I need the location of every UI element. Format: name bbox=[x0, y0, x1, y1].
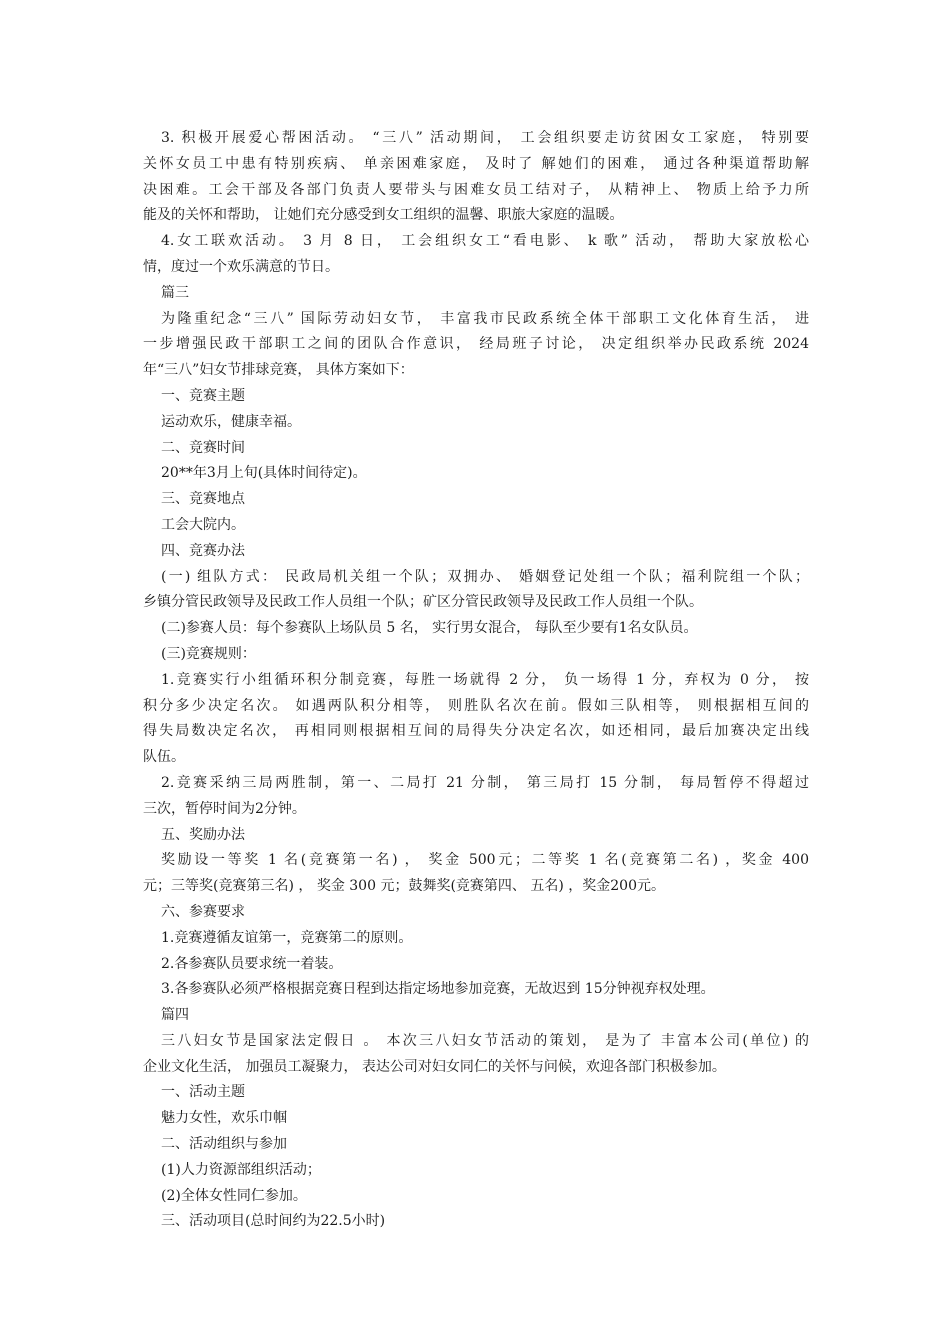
text-line: (二)参赛人员：每个参赛队上场队员 5 名， 实行男女混合， 每队至少要有1名女队员。 bbox=[161, 620, 698, 637]
text-line: 四、竞赛办法 bbox=[161, 542, 245, 559]
text-line: 企业文化生活， 加强员工凝聚力， 表达公司对妇女同仁的关怀与问候，欢迎各部门积极参加。 bbox=[143, 1058, 726, 1075]
text-line: 六、参赛要求 bbox=[161, 903, 245, 920]
text-line: 4.女工联欢活动。 3 月 8 日， 工会组织女工“看电影、 k 歌” 活动， 帮助大家放松心 bbox=[161, 233, 809, 250]
text-line: 一步增强民政干部职工之间的团队合作意识， 经局班子讨论， 决定组织举办民政系统 2024 bbox=[143, 336, 809, 353]
text-line: 为隆重纪念“三八” 国际劳动妇女节， 丰富我市民政系统全体干部职工文化体育生活， 进 bbox=[161, 310, 809, 327]
text-line: 得失局数决定名次， 再相同则根据相互间的局得失分决定名次，如还相同，最后加赛决定出线 bbox=[143, 723, 809, 740]
text-line: 关怀女员工中患有特别疾病、 单亲困难家庭， 及时了 解她们的困难， 通过各种渠道帮助解 bbox=[143, 155, 809, 172]
text-line: 篇三 bbox=[161, 284, 189, 301]
text-line: 五、奖励办法 bbox=[161, 826, 245, 843]
text-line: 年“三八”妇女节排球竞赛， 具体方案如下： bbox=[143, 362, 414, 379]
text-line: (2)全体女性同仁参加。 bbox=[161, 1187, 307, 1204]
text-line: 二、竞赛时间 bbox=[161, 439, 245, 456]
text-line: (三)竞赛规则： bbox=[161, 645, 256, 662]
text-line: 情，度过一个欢乐满意的节日。 bbox=[143, 258, 339, 275]
text-line: 能及的关怀和帮助， 让她们充分感受到女工组织的温馨、职旅大家庭的温暖。 bbox=[143, 207, 624, 224]
text-line: 三、活动项目(总时间约为22.5小时) bbox=[161, 1213, 386, 1230]
text-line: 元；三等奖(竞赛第三名) ， 奖金 300 元；鼓舞奖(竞赛第四、 五名) ，奖金200元。 bbox=[143, 878, 665, 895]
text-line: 1.竞赛遵循友谊第一，竞赛第二的原则。 bbox=[161, 929, 413, 946]
text-line: 奖励设一等奖 1 名(竞赛第一名) ， 奖金 500元；二等奖 1 名(竞赛第二名) ，奖金 400 bbox=[161, 852, 809, 869]
text-line: 三、竞赛地点 bbox=[161, 491, 245, 508]
text-line: 2.竞赛采纳三局两胜制，第一、二局打 21 分制， 第三局打 15 分制， 每局暂停不得超过 bbox=[161, 774, 809, 791]
text-line: 魅力女性，欢乐巾帼 bbox=[161, 1110, 287, 1127]
text-line: 一、活动主题 bbox=[161, 1084, 245, 1101]
text-line: 1.竞赛实行小组循环积分制竞赛，每胜一场就得 2 分， 负一场得 1 分，弃权为 0 分， 按 bbox=[161, 671, 809, 688]
text-line: 2.各参赛队员要求统一着装。 bbox=[161, 955, 343, 972]
text-line: 二、活动组织与参加 bbox=[161, 1136, 287, 1153]
text-line: 积分多少决定名次。 如遇两队积分相等， 则胜队名次在前。假如三队相等， 则根据相互间的 bbox=[143, 697, 809, 714]
text-line: 20**年3月上旬(具体时间待定)。 bbox=[161, 465, 367, 482]
text-line: 运动欢乐，健康幸福。 bbox=[161, 413, 301, 430]
text-line: 工会大院内。 bbox=[161, 516, 245, 533]
text-line: 乡镇分管民政领导及民政工作人员组一个队；矿区分管民政领导及民政工作人员组一个队。 bbox=[143, 594, 703, 611]
text-line: 3. 积极开展爱心帮困活动。 “三八” 活动期间， 工会组织要走访贫困女工家庭， 特别要 bbox=[161, 130, 809, 146]
text-line: 一、竞赛主题 bbox=[161, 387, 245, 404]
text-line: 篇四 bbox=[161, 1007, 189, 1024]
text-line: (1)人力资源部组织活动； bbox=[161, 1161, 321, 1178]
text-line: 3.各参赛队必须严格根据竞赛日程到达指定场地参加竞赛，无故迟到 15分钟视弃权处理。 bbox=[161, 981, 715, 998]
text-line: 三次，暂停时间为2分钟。 bbox=[143, 800, 306, 817]
text-line: 队伍。 bbox=[143, 749, 185, 766]
text-line: (一) 组队方式： 民政局机关组一个队；双拥办、 婚姻登记处组一个队；福利院组一个队； bbox=[161, 568, 809, 585]
text-line: 决困难。工会干部及各部门负责人要带头与困难女员工结对子， 从精神上、 物质上给予力所 bbox=[143, 181, 809, 198]
text-line: 三八妇女节是国家法定假日 。 本次三八妇女节活动的策划， 是为了 丰富本公司(单位) 的 bbox=[161, 1032, 809, 1049]
document-body bbox=[143, 126, 809, 1235]
